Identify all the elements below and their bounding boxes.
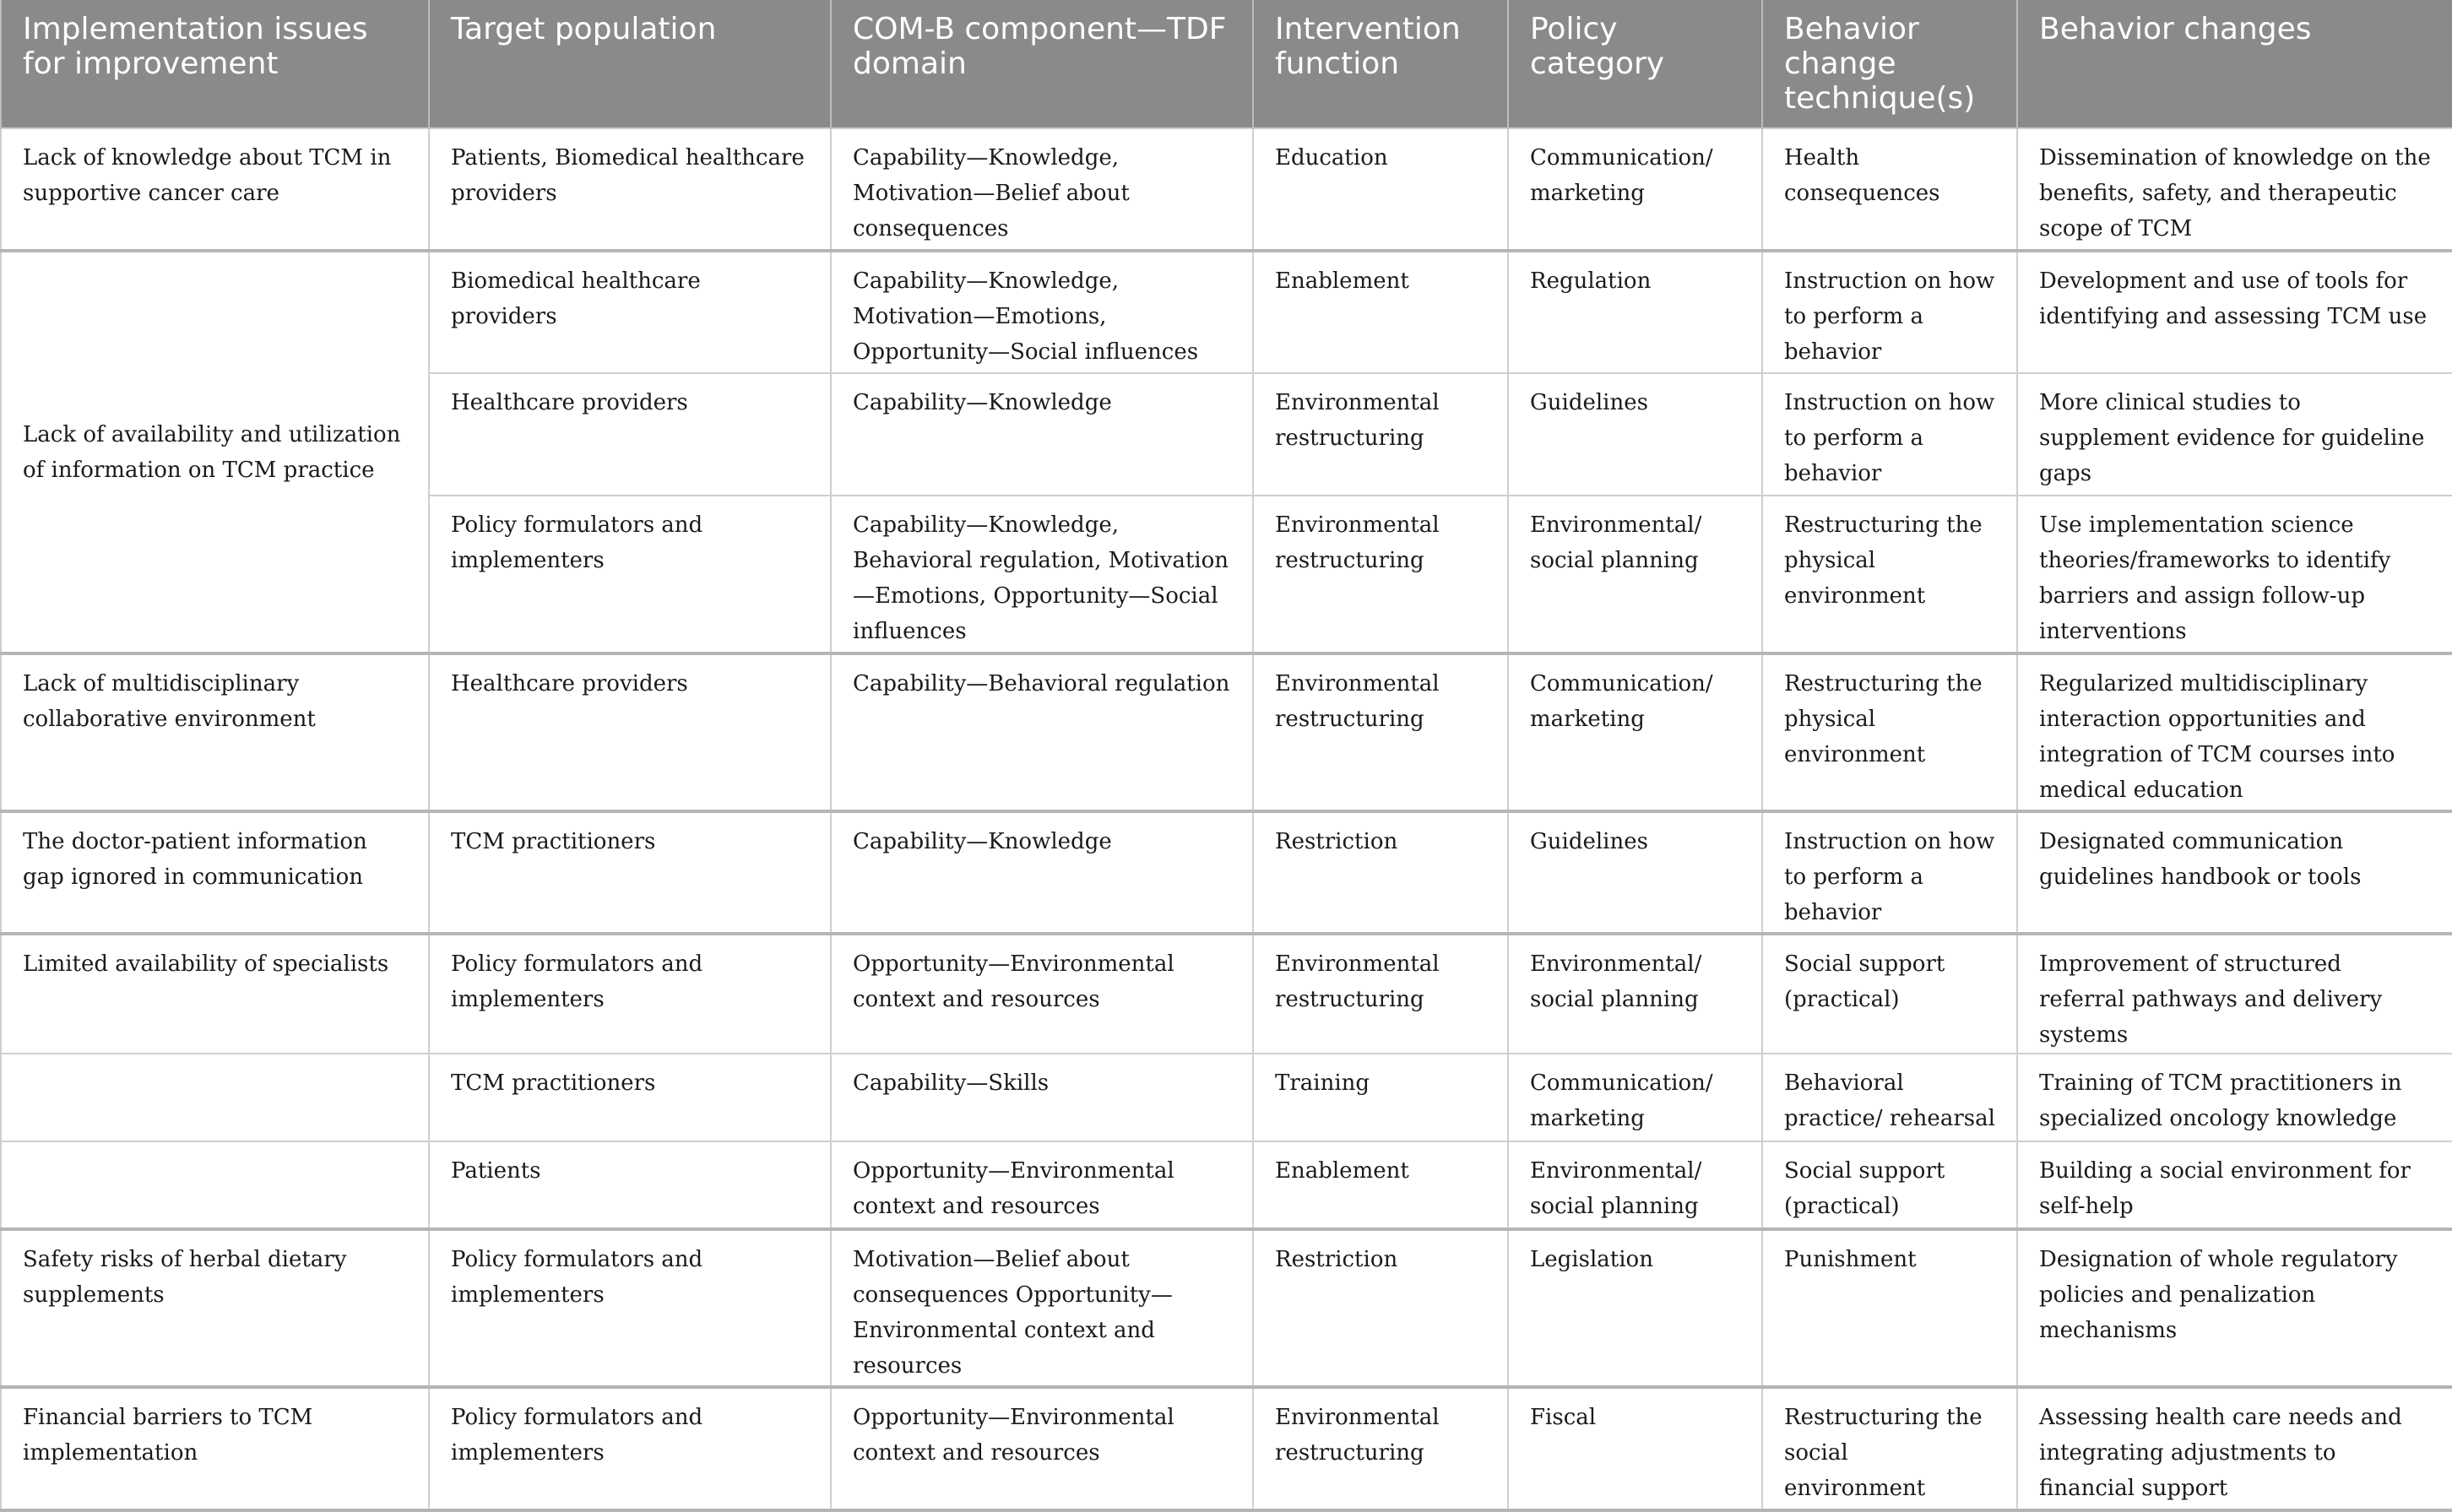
cell-change: Designation of whole regulatory policies and penalization mechanisms bbox=[2017, 1229, 2452, 1387]
cell-function: Enablement bbox=[1253, 251, 1508, 373]
cell-technique: Restructuring the physical environment bbox=[1762, 653, 2017, 811]
table-row bbox=[1, 1054, 2452, 1141]
cell-issue: Lack of availability and utilization of information on TCM practice bbox=[1, 251, 429, 653]
header-function: Intervention function bbox=[1253, 0, 1508, 128]
cell-comb: Capability—Knowledge, Behavioral regulation, Motivation—Emotions, Opportunity—Social influences bbox=[831, 496, 1253, 653]
cell-technique: Health consequences bbox=[1762, 128, 2017, 251]
cell-policy: Environmental/ social planning bbox=[1508, 1141, 1762, 1229]
cell-policy: Communication/ marketing bbox=[1508, 1054, 1762, 1141]
header-policy: Policy category bbox=[1508, 0, 1762, 128]
cell-change: Training of TCM practitioners in specialized oncology knowledge bbox=[2017, 1054, 2452, 1141]
header-change: Behavior changes bbox=[2017, 0, 2452, 128]
cell-population: TCM practitioners bbox=[429, 1054, 831, 1141]
cell-function: Restriction bbox=[1253, 1229, 1508, 1387]
cell-population: Patients bbox=[429, 1141, 831, 1229]
header-issue: Implementation issues for improvement bbox=[1, 0, 429, 128]
cell-population: Patients, Biomedical healthcare providers bbox=[429, 128, 831, 251]
cell-function: Environmental restructuring bbox=[1253, 934, 1508, 1054]
cell-comb: Opportunity—Environmental context and resources bbox=[831, 934, 1253, 1054]
header-row bbox=[1, 0, 2452, 128]
table-row bbox=[1, 1229, 2452, 1387]
cell-technique: Instruction on how to perform a behavior bbox=[1762, 373, 2017, 496]
header-comb: COM-B component—TDF domain bbox=[831, 0, 1253, 128]
cell-function: Environmental restructuring bbox=[1253, 496, 1508, 653]
cell-issue: Limited availability of specialists bbox=[1, 934, 429, 1054]
cell-population: Policy formulators and implementers bbox=[429, 934, 831, 1054]
cell-change: Use implementation science theories/frameworks to identify barriers and assign follow-up interventions bbox=[2017, 496, 2452, 653]
cell-population: Biomedical healthcare providers bbox=[429, 251, 831, 373]
cell-policy: Legislation bbox=[1508, 1229, 1762, 1387]
table-row bbox=[1, 811, 2452, 934]
cell-change: More clinical studies to supplement evidence for guideline gaps bbox=[2017, 373, 2452, 496]
cell-population: Healthcare providers bbox=[429, 653, 831, 811]
table-row bbox=[1, 128, 2452, 251]
table-row bbox=[1, 1141, 2452, 1229]
cell-technique: Social support (practical) bbox=[1762, 934, 2017, 1054]
cell-population: TCM practitioners bbox=[429, 811, 831, 934]
cell-function: Restriction bbox=[1253, 811, 1508, 934]
cell-function: Environmental restructuring bbox=[1253, 1387, 1508, 1510]
cell-policy: Environmental/ social planning bbox=[1508, 934, 1762, 1054]
cell-technique: Instruction on how to perform a behavior bbox=[1762, 251, 2017, 373]
cell-technique: Behavioral practice/ rehearsal bbox=[1762, 1054, 2017, 1141]
header-technique: Behavior change technique(s) bbox=[1762, 0, 2017, 128]
cell-policy: Communication/ marketing bbox=[1508, 653, 1762, 811]
cell-change: Building a social environment for self-help bbox=[2017, 1141, 2452, 1229]
cell-issue: Safety risks of herbal dietary supplements bbox=[1, 1229, 429, 1387]
cell-comb: Opportunity—Environmental context and resources bbox=[831, 1387, 1253, 1510]
cell-technique: Instruction on how to perform a behavior bbox=[1762, 811, 2017, 934]
cell-policy: Communication/ marketing bbox=[1508, 128, 1762, 251]
cell-change: Assessing health care needs and integrating adjustments to financial support bbox=[2017, 1387, 2452, 1510]
cell-population: Policy formulators and implementers bbox=[429, 1387, 831, 1510]
cell-population: Policy formulators and implementers bbox=[429, 1229, 831, 1387]
cell-population: Policy formulators and implementers bbox=[429, 496, 831, 653]
table-body bbox=[1, 128, 2452, 1510]
cell-issue: Financial barriers to TCM implementation bbox=[1, 1387, 429, 1510]
cell-technique: Restructuring the social environment bbox=[1762, 1387, 2017, 1510]
cell-policy: Fiscal bbox=[1508, 1387, 1762, 1510]
cell-technique: Social support (practical) bbox=[1762, 1141, 2017, 1229]
table-row bbox=[1, 251, 2452, 373]
cell-function: Enablement bbox=[1253, 1141, 1508, 1229]
cell-policy: Guidelines bbox=[1508, 373, 1762, 496]
cell-issue bbox=[1, 1054, 429, 1141]
cell-issue bbox=[1, 1141, 429, 1229]
cell-comb: Capability—Knowledge, Motivation—Belief about consequences bbox=[831, 128, 1253, 251]
table-row bbox=[1, 653, 2452, 811]
table-row bbox=[1, 934, 2452, 1054]
cell-comb: Capability—Behavioral regulation bbox=[831, 653, 1253, 811]
cell-population: Healthcare providers bbox=[429, 373, 831, 496]
cell-policy: Regulation bbox=[1508, 251, 1762, 373]
cell-change: Designated communication guidelines handbook or tools bbox=[2017, 811, 2452, 934]
cell-change: Dissemination of knowledge on the benefits, safety, and therapeutic scope of TCM bbox=[2017, 128, 2452, 251]
cell-technique: Punishment bbox=[1762, 1229, 2017, 1387]
cell-policy: Environmental/ social planning bbox=[1508, 496, 1762, 653]
cell-comb: Capability—Skills bbox=[831, 1054, 1253, 1141]
cell-comb: Opportunity—Environmental context and resources bbox=[831, 1141, 1253, 1229]
cell-comb: Capability—Knowledge bbox=[831, 811, 1253, 934]
cell-comb: Capability—Knowledge, Motivation—Emotions, Opportunity—Social influences bbox=[831, 251, 1253, 373]
cell-comb: Capability—Knowledge bbox=[831, 373, 1253, 496]
cell-change: Improvement of structured referral pathways and delivery systems bbox=[2017, 934, 2452, 1054]
cell-technique: Restructuring the physical environment bbox=[1762, 496, 2017, 653]
cell-function: Education bbox=[1253, 128, 1508, 251]
cell-issue: The doctor-patient information gap ignored in communication bbox=[1, 811, 429, 934]
cell-comb: Motivation—Belief about consequences Opportunity—Environmental context and resources bbox=[831, 1229, 1253, 1387]
header-population: Target population bbox=[429, 0, 831, 128]
cell-issue: Lack of multidisciplinary collaborative environment bbox=[1, 653, 429, 811]
cell-function: Environmental restructuring bbox=[1253, 653, 1508, 811]
cell-change: Regularized multidisciplinary interaction opportunities and integration of TCM courses into medical education bbox=[2017, 653, 2452, 811]
cell-change: Development and use of tools for identifying and assessing TCM use bbox=[2017, 251, 2452, 373]
table-header bbox=[1, 0, 2452, 128]
cell-policy: Guidelines bbox=[1508, 811, 1762, 934]
table-row bbox=[1, 1387, 2452, 1510]
cell-issue: Lack of knowledge about TCM in supportive cancer care bbox=[1, 128, 429, 251]
cell-function: Environmental restructuring bbox=[1253, 373, 1508, 496]
cell-function: Training bbox=[1253, 1054, 1508, 1141]
